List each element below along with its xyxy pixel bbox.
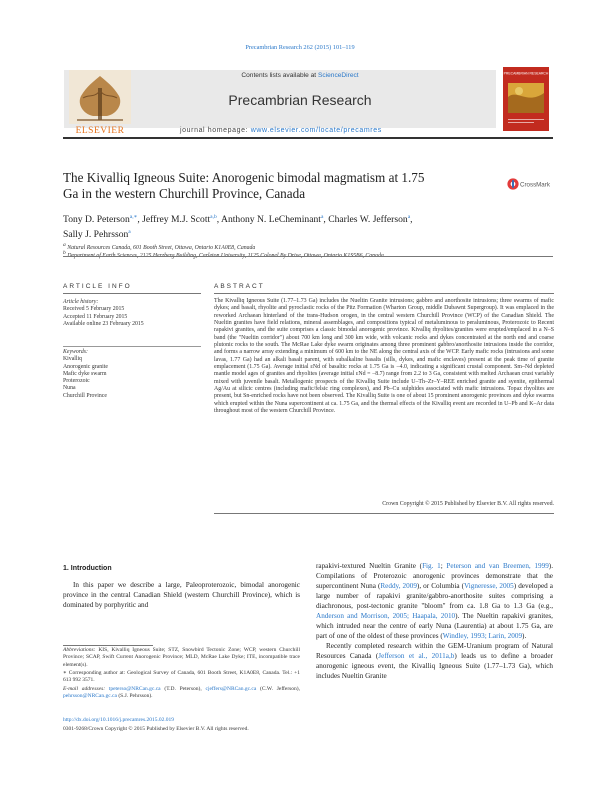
elsevier-wordmark: ELSEVIER — [75, 126, 125, 136]
intro-paragraph: In this paper we describe a large, Paleoproterozoic, bimodal anorogenic province in the central Canadian Shield (western Churchill Province), which is dominated by porphyritic and — [63, 581, 300, 609]
keyword: Kivalliq — [63, 356, 82, 363]
sciencedirect-link[interactable]: ScienceDirect — [317, 72, 359, 79]
abstract-text: The Kivalliq Igneous Suite (1.77–1.73 Ga) includes the Nueltin Granite intrusions; gabbro and anorthosite intrusions; three swarms of mafic dykes; and basalt, rhyolite and pyroclastic rocks of the Pitz Formation (Wharton Group, middle Dubawnt Supergroup). It was emplaced in the reworked Archaean hinterland of the trans-Hudson orogen, in the central western Churchill Province (WCP) of the Canadian Shield. The Nueltin granites have field relations, mineral assemblages, and compositions typical of metaluminous to peraluminous, Proterozoic to Recent rapakivi granites, and the suite comprises a classic bimodal anorogenic province. Kivalliq rhyolites/granites were erupted/emplaced in a N–S band (the "Nueltin corridor") about 700 km long and 300 km wide, with volcanic rocks and dykes concentrated at the north end and coarse plutonic rocks to the south. The McRae Lake dyke swarm originates among three prominent gabbro/anorthosite intrusions inside the corridor, and forms a narrow array extending a minimum of 600 km to the NE along the central axis of the WCP. Early mafic rocks (intrusions and some lavas, 1.77 Ga) had an alkali basalt parent, with subalkaline basalts (sills, dykes, and mafic enclaves) present at the peak time of granite emplacement (1.75 Ga). Average initial εNd of basaltic rocks at 1.75 Ga is −4.0, indicating a significant crustal component. Sm–Nd depleted mantle model ages of granites and rhyolites (average initial εNd = −8.7) range from 2.2 to 3 Ga, consistent with melted Archaean crust variably mixed with juvenile basalt. Metallogenic prospects of the Kivalliq Suite include U–Th–Zr–Y–REE enriched granite and syenite, epithermal Ag/Au at silicic centres (including mafic/felsic ring complexes), and Pb–Cu sulphides associated with mafic intrusions. Topaz rhyolites are present, but Sn-enriched rocks have not been observed. The Kivalliq Suite is one of about 15 prominent anorogenic provinces and dyke swarms which erupted within the Nuna supercontinent at ca. 1.75 Ga, and the thermal effects of the Kivalliq event are recorded in U–Pb and K–Ar data throughout most of the western Churchill Province. — [214, 298, 554, 415]
history-online: Available online 23 February 2015 — [63, 320, 144, 327]
citation-link[interactable]: Reddy, 2009 — [380, 582, 417, 590]
author-affiliation-marker[interactable]: a — [128, 229, 131, 236]
crossmark-badge[interactable] — [507, 177, 555, 195]
intro-column-right — [316, 561, 553, 681]
journal-citation[interactable]: Precambrian Research 262 (2015) 101–119 — [245, 44, 355, 51]
abstract-rule — [214, 293, 554, 294]
article-history — [63, 299, 144, 328]
history-label: Article history: — [63, 299, 99, 305]
journal-cover-image[interactable] — [503, 67, 549, 131]
footnote-emails: E-mail addresses: tpeterso@NRCan.gc.ca (T.D. Peterson), cjeffers@NRCan.gc.ca (C.W. Jefferson), pehrsson@NRCan.gc.ca (S.J. Pehrsson). — [63, 686, 300, 700]
abstract-bottom-rule — [214, 513, 554, 514]
citation-link[interactable]: Peterson and van Breemen, 1999 — [446, 562, 549, 570]
cover-title: PRECAMBRIAN RESEARCH — [503, 71, 549, 76]
article-title: The Kivalliq Igneous Suite: Anorogenic bimodal magmatism at 1.75 Ga in the western Churchill Province, Canada — [63, 170, 425, 201]
author-line-2 — [63, 226, 543, 241]
author-line-1: Tony D. Peterson$^{a,∗}$, Jeffrey M.J. Scott$^{a,b}$, Anthony N. LeCheminant$^a$, Charles W. Jefferson$^a$, — [63, 214, 413, 226]
email-link[interactable]: tpeterso@NRCan.gc.ca — [108, 686, 161, 692]
author-affiliation-marker[interactable]: a,b — [210, 214, 217, 220]
keyword: Anorogenic granite — [63, 363, 108, 370]
journal-homepage-link[interactable]: www.elsevier.com/locate/precamres — [250, 127, 382, 134]
citation-link[interactable]: Vigneresse, 2005 — [464, 582, 514, 590]
article-info-heading: ARTICLE INFO — [63, 283, 132, 290]
history-received: Received 5 February 2015 — [63, 306, 125, 313]
intro-paragraph: rapakivi-textured Nueltin Granite (Fig. 1; Peterson and van Breemen, 1999). Compilations of Proterozoic anorogenic provinces demonstrate that the supercontinent Nuna (Reddy, 2009), or Columbia (Vigneresse, 2005) developed a large number of rapakivi granite/gabbro-anorthosite suites comprising a diachronous, post-tectonic granite "bloom" from ca. 1.8 Ga to 1.3 Ga (e.g., Anderson and Morrison, 2005; Haapala, 2010). The Nueltin rapakivi granites, which intruded near the centre of early Nuna (Laurentia) at about 1.75 Ga, are part of one of the oldest of these provinces (Windley, 1993; Larin, 2009). — [316, 562, 553, 640]
crossmark-label: CrossMark — [520, 181, 550, 189]
journal-name: Precambrian Research — [228, 92, 372, 108]
homepage-prefix: journal homepage: — [180, 127, 251, 134]
issn-line: 0301-9268/Crown Copyright © 2015 Published by Elsevier B.V. All rights reserved. — [63, 726, 249, 732]
keyword: Mafic dyke swarm — [63, 370, 107, 377]
affiliation-b: b — [63, 250, 66, 256]
header-rule — [63, 137, 553, 139]
citation-link[interactable]: Anderson and Morrison, 2005; Haapala, 2010 — [316, 612, 456, 620]
elsevier-logo — [63, 68, 137, 136]
email-link[interactable]: pehrsson@NRCan.gc.ca — [63, 693, 117, 700]
keywords — [63, 349, 108, 400]
author-name[interactable]: Sally J. Pehrsson — [63, 229, 129, 241]
affiliation-rule — [63, 256, 553, 257]
figure-link[interactable]: Fig. 1 — [422, 562, 441, 570]
author-affiliation-marker[interactable]: a — [407, 214, 411, 220]
abstract-copyright: Crown Copyright © 2015 Published by Elsevier B.V. All rights reserved. — [382, 501, 554, 507]
author-name[interactable]: Charles W. Jefferson — [328, 214, 408, 226]
author-name[interactable]: Jeffrey M.J. Scott — [142, 214, 211, 226]
footnote-corresponding-author: ∗ Corresponding author at: Geological Survey of Canada, 601 Booth Street, K1A0E8, Canada. Tel.: +1 613 992 3571. — [63, 670, 300, 684]
article-info-rule — [63, 293, 201, 294]
doi-link[interactable]: http://dx.doi.org/10.1016/j.precamres.2015.02.019 — [63, 717, 174, 723]
footnote-rule — [63, 645, 153, 646]
contents-prefix: Contents lists available at — [241, 72, 318, 79]
keywords-label: Keywords: — [63, 349, 88, 355]
author-name[interactable]: Anthony N. LeCheminant — [221, 214, 321, 226]
citation-link[interactable]: Windley, 1993; Larin, 2009 — [442, 632, 523, 640]
citation-link[interactable]: Jefferson et al., 2011a,b — [378, 652, 455, 660]
author-affiliation-marker[interactable]: a — [320, 214, 324, 220]
intro-paragraph: Recently completed research within the GEM-Uranium program of Natural Resources Canada (Jefferson et al., 2011a,b) leads us to define a broader anorogenic igneous event, the Kivalliq Igneous Suite (1.77–1.73 Ga), which includes Nueltin Granite — [316, 642, 553, 680]
intro-paragraph-left — [63, 580, 300, 610]
history-accepted: Accepted 11 February 2015 — [63, 313, 128, 320]
author-name[interactable]: Tony D. Peterson — [63, 214, 130, 226]
abstract-heading: ABSTRACT — [214, 283, 265, 290]
keyword: Nuna — [63, 385, 76, 392]
journal-homepage-line — [180, 127, 382, 134]
author-affiliation-marker[interactable]: a,∗ — [129, 214, 138, 220]
email-link[interactable]: cjeffers@NRCan.gc.ca — [205, 686, 257, 692]
keyword: Proterozoic — [63, 378, 90, 385]
keyword: Churchill Province — [63, 392, 107, 399]
author-list — [63, 211, 543, 241]
footnote-abbreviations: Abbreviations: KIS, Kivalliq Igneous Suite; STZ, Snowbird Tectonic Zone; WCP, western Churchill Province; SCAP, Swift Current Anorogenic Province; MLD, McRae Lake Dyke; ITE, incompatible trace element(s). — [63, 647, 300, 668]
keywords-rule — [63, 346, 201, 347]
section-heading-introduction: 1. Introduction — [63, 565, 112, 572]
affiliation-a: a Natural Resources Canada, 601 Booth Street, Ottawa, Ontario K1A0E8, Canada — [63, 242, 256, 251]
